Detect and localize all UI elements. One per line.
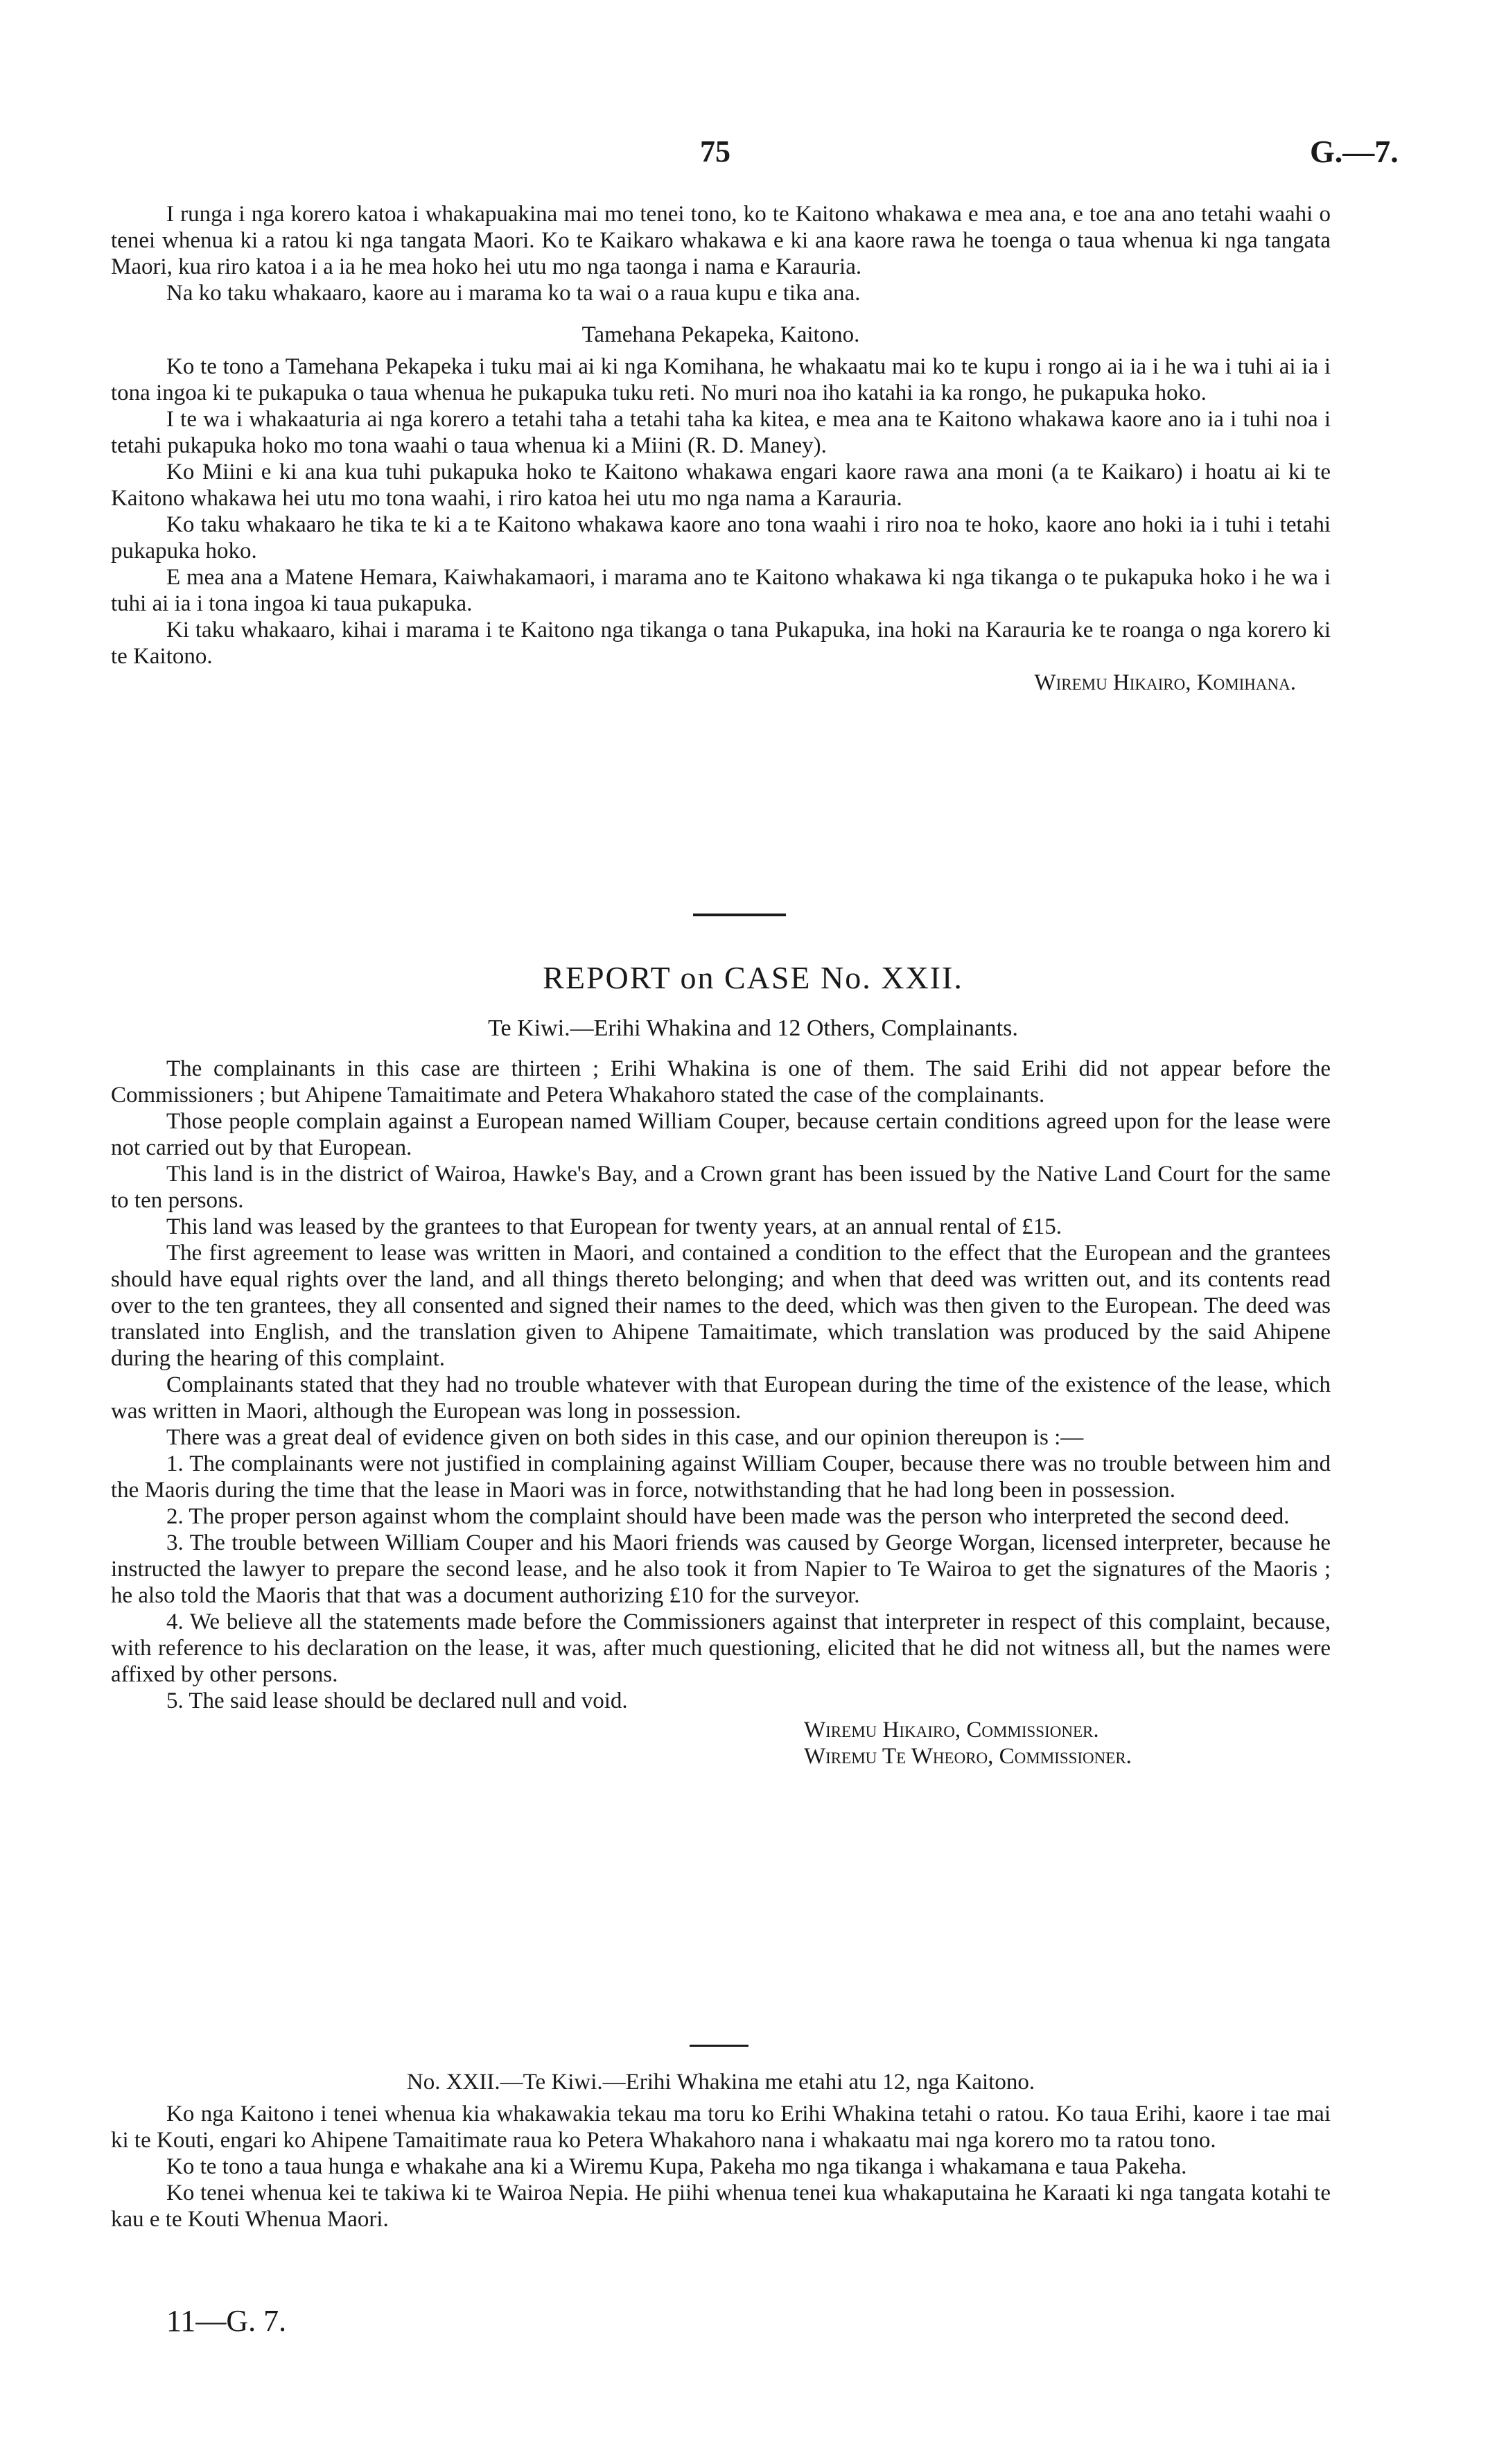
signature-line: Tamehana Pekapeka, Kaitono. [581, 322, 860, 347]
paragraph: Those people complain against a European named William Couper, because certain conditions agreed upon for the lease were not carried out by that European. [111, 1109, 1331, 1160]
page-reference: G.—7. [1310, 134, 1399, 169]
paragraph: There was a great deal of evidence given on both sides in this case, and our opinion thereupon is :— [166, 1425, 1084, 1450]
paragraph: 1. The complainants were not justified in complaining against William Couper, because there was no trouble between him and the Maoris during the time that the lease in Maori was in force, notwithstanding that he had long been in possession. [111, 1451, 1331, 1503]
paragraph: Complainants stated that they had no trouble whatever with that European during the time of the existence of the lease, which was written in Maori, although the European was long in possession. [111, 1372, 1331, 1424]
section-divider [690, 2045, 748, 2047]
paragraph: I runga i nga korero katoa i whakapuakina mai mo tenei tono, ko te Kaitono whakawa e mea ana, e toe ana ano tetahi waahi o tenei whenua ki a ratou ki nga tangata Maori. Ko te Kaikaro whakawa e ki ana kaore rawa he toenga o taua whenua ki nga tangata Maori, kua riro katoa i a ia he mea hoko hei utu mo nga taonga i nama e Karauria. [111, 202, 1331, 279]
paragraph: Ko nga Kaitono i tenei whenua kia whakawakia tekau ma toru ko Erihi Whakina tetahi o ratou. Ko taua Erihi, kaore i tae mai ki te Kouti, engari ko Ahipene Tamaitimate raua ko Petera Whakahoro nana i whakaatu mai nga korero mo ta ratou tono. [111, 2102, 1331, 2153]
paragraph: 2. The proper person against whom the complaint should have been made was the person who interpreted the second deed. [166, 1504, 1290, 1529]
maori-intro-section [111, 201, 1331, 696]
report-subtitle: Te Kiwi.—Erihi Whakina and 12 Others, Complainants. [488, 1015, 1018, 1041]
maori-case-section [111, 2069, 1331, 2233]
paragraph: Ki taku whakaaro, kihai i marama i te Kaitono nga tikanga o tana Pukapuka, ina hoki na Karauria ke te roanga o nga korero ki te Kaitono. [111, 618, 1331, 669]
paragraph: The complainants in this case are thirteen ; Erihi Whakina is one of them. The said Erihi did not appear before the Commissioners ; but Ahipene Tamaitimate and Petera Whakahoro stated the case of the complainants. [111, 1056, 1331, 1108]
paragraph: E mea ana a Matene Hemara, Kaiwhakamaori, i marama ano te Kaitono whakawa ki nga tikanga o te pukapuka hoko i he wa i tuhi ai ia i tona ingoa ki taua pukapuka. [111, 565, 1331, 616]
paragraph: Na ko taku whakaaro, kaore au i marama ko ta wai o a raua kupu e tika ana. [166, 281, 861, 306]
signature-line: Wiremu Te Wheoro, Commissioner. [804, 1744, 1132, 1769]
page-number: 75 [700, 134, 730, 168]
paragraph: 5. The said lease should be declared null and void. [166, 1688, 628, 1713]
report-title: REPORT on CASE No. XXII. [543, 960, 963, 995]
section-divider [693, 914, 786, 916]
paragraph: 3. The trouble between William Couper and his Maori friends was caused by George Worgan, licensed interpreter, because he instructed the lawyer to prepare the second lease, and he also took it from Napier to Te Wairoa to get the signatures of the Maoris ; he also told the Maoris that that was a document authorizing £10 for the surveyor. [111, 1530, 1331, 1608]
paragraph: This land was leased by the grantees to that European for twenty years, at an annual rental of £15. [166, 1214, 1062, 1239]
signature-line: Wiremu Hikairo, Komihana. [1034, 670, 1296, 695]
paragraph: The first agreement to lease was written in Maori, and contained a condition to the effect that the European and the grantees should have equal rights over the land, and all things thereto belonging; and when that deed was written out, and its contents read over to the ten grantees, they all consented and signed their names to the deed, which was then given to the European. The deed was translated into English, and the translation given to Ahipene Tamaitimate, which translation was produced by the said Ahipene during the hearing of this complaint. [111, 1241, 1331, 1371]
paragraph: 4. We believe all the statements made before the Commissioners against that interpreter in respect of this complaint, because, with reference to his declaration on the lease, it was, after much questioning, elicited that he did not witness all, but the names were affixed by other persons. [111, 1609, 1331, 1687]
paragraph: Ko Miini e ki ana kua tuhi pukapuka hoko te Kaitono whakawa engari kaore rawa ana moni (a te Kaikaro) i hoatu ai ki te Kaitono whakawa hei utu mo tona waahi, i riro katoa hei utu mo nga nama a Karauria. [111, 460, 1331, 511]
paragraph: I te wa i whakaaturia ai nga korero a tetahi taha a tetahi taha ka kitea, e mea ana te Kaitono whakawa kaore ano ia i tuhi noa i tetahi pukapuka hoko mo tona waahi o taua whenua ki a Miini (R. D. Maney). [111, 407, 1331, 458]
paragraph: Ko te tono a taua hunga e whakahe ana ki a Wiremu Kupa, Pakeha mo nga tikanga i whakamana e taua Pakeha. [166, 2154, 1187, 2179]
paragraph: This land is in the district of Wairoa, Hawke's Bay, and a Crown grant has been issued by the Native Land Court for the same to ten persons. [111, 1162, 1331, 1213]
section-title: No. XXII.—Te Kiwi.—Erihi Whakina me etahi atu 12, nga Kaitono. [406, 2070, 1035, 2095]
paragraph: Ko taku whakaaro he tika te ki a te Kaitono whakawa kaore ano tona waahi i riro noa te hoko, kaore ano hoki ia i tuhi i tetahi pukapuka hoko. [111, 512, 1331, 563]
signature-line: Wiremu Hikairo, Commissioner. [804, 1718, 1099, 1742]
report-section [111, 1056, 1331, 1770]
page-footer: 11—G. 7. [166, 2304, 287, 2338]
paragraph: Ko te tono a Tamehana Pekapeka i tuku mai ai ki nga Komihana, he whakaatu mai ko te kupu i rongo ai ia i he wa i tuhi ai ia i tona ingoa ki te pukapuka o taua whenua he pukapuka tuku reti. No muri noa iho katahi ia ka rongo, he pukapuka hoko. [111, 354, 1331, 405]
paragraph: Ko tenei whenua kei te takiwa ki te Wairoa Nepia. He piihi whenua tenei kua whakaputaina he Karaati ki nga tangata kotahi te kau e te Kouti Whenua Maori. [111, 2181, 1331, 2232]
